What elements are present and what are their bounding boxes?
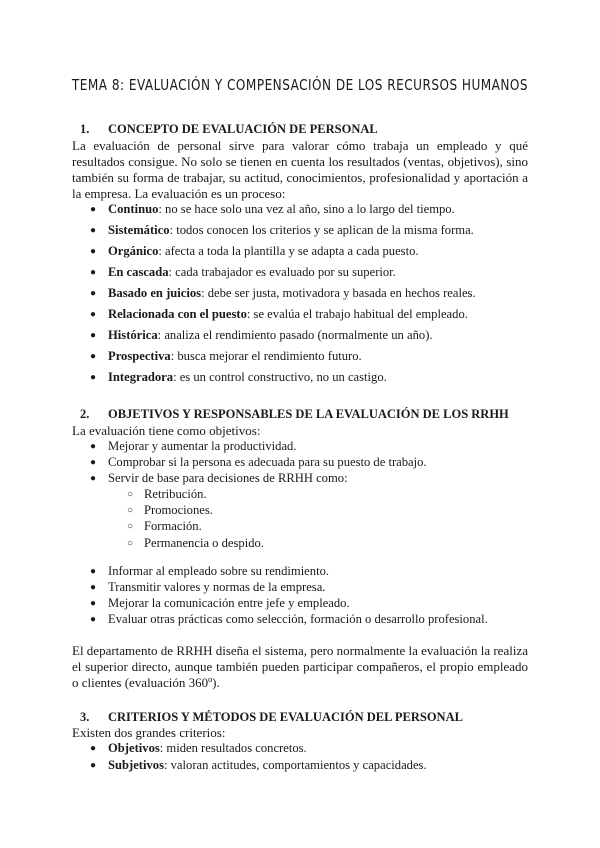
section-title: OBJETIVOS Y RESPONSABLES DE LA EVALUACIÓN DE LOS RRHH [108, 407, 509, 421]
section-2-closing: El departamento de RRHH diseña el sistema, pero normalmente la evaluación la realiza el superior directo, aunque también pueden participar compañeros, el propio empleado o clientes (evaluación 360º). [72, 643, 528, 690]
list-item: ● Subjetivos: valoran actitudes, comportamientos y capacidades. [90, 758, 427, 772]
section-number: 1. [80, 122, 90, 136]
circle-bullet-icon: ○ [127, 521, 134, 532]
list-item: ● Continuo: no se hace solo una vez al año, sino a lo largo del tiempo. [90, 202, 455, 216]
list-item: ● Evaluar otras prácticas como selección, formación o desarrollo profesional. [90, 612, 488, 626]
bullet-icon: ● [90, 614, 97, 625]
sub-list-item: ○ Formación. [127, 519, 202, 533]
list-item: ● Mejorar y aumentar la productividad. [90, 439, 297, 453]
list-item: ● Objetivos: miden resultados concretos. [90, 741, 307, 755]
circle-bullet-icon: ○ [127, 538, 134, 549]
section-heading-1 [80, 122, 378, 137]
bullet-icon: ● [90, 309, 97, 320]
list-item: ● En cascada: cada trabajador es evaluado por su superior. [90, 265, 396, 279]
bullet-icon: ● [90, 246, 97, 257]
sub-list-item: ○ Retribución. [127, 487, 207, 501]
bullet-icon: ● [90, 598, 97, 609]
section-3-intro: Existen dos grandes criterios: [72, 725, 226, 740]
bullet-icon: ● [90, 582, 97, 593]
list-item: ● Sistemático: todos conocen los criterios y se aplican de la misma forma. [90, 223, 474, 237]
bullet-icon: ● [90, 760, 97, 771]
section-1-intro: La evaluación de personal sirve para valorar cómo trabaja un empleado y qué resultados consigue. No solo se tienen en cuenta los resultados (ventas, objetivos), sino también su forma de trabajar, su actitud, conocimientos, profesionalidad y aportación a la empresa. La evaluación es un proceso: [72, 138, 528, 201]
list-item: ● Integradora: es un control constructivo, no un castigo. [90, 370, 387, 384]
bullet-icon: ● [90, 204, 97, 215]
section-number: 3. [80, 710, 90, 724]
list-item: ● Orgánico: afecta a toda la plantilla y se adapta a cada puesto. [90, 244, 419, 258]
bullet-icon: ● [90, 288, 97, 299]
list-item: ● Basado en juicios: debe ser justa, motivadora y basada en hechos reales. [90, 286, 476, 300]
bullet-icon: ● [90, 457, 97, 468]
list-item: ● Mejorar la comunicación entre jefe y empleado. [90, 596, 350, 610]
section-heading-2 [80, 407, 509, 422]
bullet-icon: ● [90, 566, 97, 577]
list-item: ● Informar al empleado sobre su rendimiento. [90, 564, 330, 578]
bullet-icon: ● [90, 330, 97, 341]
list-item: ● Relacionada con el puesto: se evalúa el trabajo habitual del empleado. [90, 307, 468, 321]
sub-list-item: ○ Promociones. [127, 503, 213, 517]
list-item: ● Histórica: analiza el rendimiento pasado (normalmente un año). [90, 328, 433, 342]
section-number: 2. [80, 407, 90, 421]
bullet-icon: ● [90, 372, 97, 383]
sub-list-item: ○ Permanencia o despido. [127, 536, 264, 550]
section-heading-3 [80, 710, 463, 725]
document-title: TEMA 8: EVALUACIÓN Y COMPENSACIÓN DE LOS RECURSOS HUMANOS [71, 76, 529, 94]
circle-bullet-icon: ○ [127, 505, 134, 516]
bullet-icon: ● [90, 267, 97, 278]
bullet-icon: ● [90, 473, 97, 484]
bullet-icon: ● [90, 225, 97, 236]
bullet-icon: ● [90, 441, 97, 452]
section-title: CRITERIOS Y MÉTODOS DE EVALUACIÓN DEL PERSONAL [108, 710, 463, 724]
bullet-icon: ● [90, 743, 97, 754]
section-2-intro: La evaluación tiene como objetivos: [72, 423, 261, 438]
circle-bullet-icon: ○ [127, 489, 134, 500]
list-item: ● Servir de base para decisiones de RRHH como: [90, 471, 348, 485]
list-item: ● Prospectiva: busca mejorar el rendimiento futuro. [90, 349, 362, 363]
list-item: ● Transmitir valores y normas de la empresa. [90, 580, 326, 594]
bullet-icon: ● [90, 351, 97, 362]
section-title: CONCEPTO DE EVALUACIÓN DE PERSONAL [108, 122, 378, 136]
list-item: ● Comprobar si la persona es adecuada para su puesto de trabajo. [90, 455, 427, 469]
